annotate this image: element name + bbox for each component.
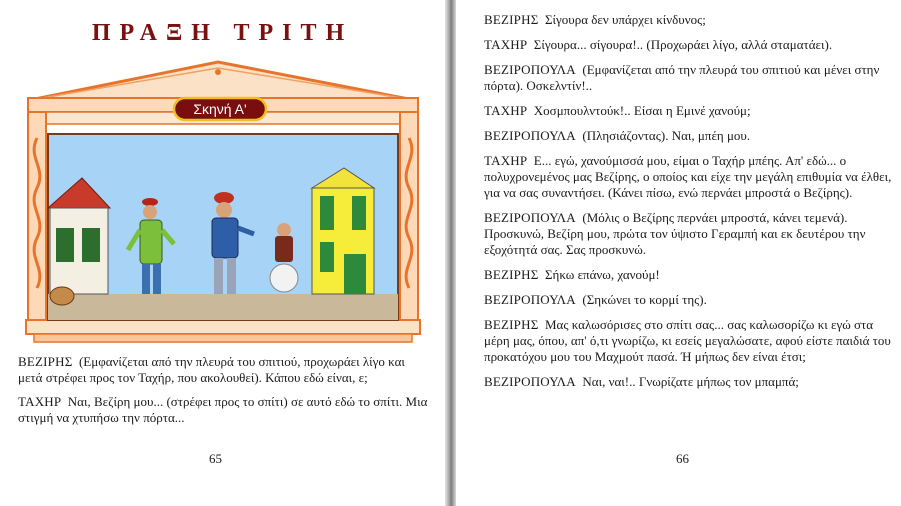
speaker-name: ΒΕΖΙΡΗΣ <box>484 317 539 332</box>
scene-label: Σκηνή Α' <box>193 101 247 117</box>
dialogue-line <box>484 374 892 390</box>
speaker-name: ΒΕΖΙΡΟΠΟΥΛΑ <box>484 128 576 143</box>
dialogue-line <box>484 128 892 144</box>
dialogue-text: (Εμφανίζεται από την πλευρά του σπιτιού, προχωράει λίγο και μετά στρέφει προς τον Ταχήρ, που ακολουθεί). Κάπου εδώ είναι, ε; <box>18 354 405 385</box>
dialogue-text: Σήκω επάνω, χανούμ! <box>544 267 660 282</box>
dialogue-line <box>484 37 892 53</box>
dialogue-line <box>484 292 892 308</box>
speaker-name: ΤΑΧΗΡ <box>484 103 528 118</box>
dialogue-text: Ε... εγώ, χανούμισσά μου, είμαι ο Ταχήρ μπέης. Απ' εδώ... ο πολυχρονεμένος μας Βεζίρης, ο οποίος και είχε την μεγάλη επιθυμία να έλθει, για να σας συναντήσει. (Κάνει πίσω, ενώ περνάει μπροστά ο Βεζίρης). <box>484 153 892 200</box>
dialogue-line <box>18 354 430 386</box>
dialogue-line <box>484 103 892 119</box>
page-number-left: 65 <box>209 451 222 466</box>
dialogue-text: Ναι, ναι!.. Γνωρίζατε μήπως τον μπαμπά; <box>582 374 799 389</box>
right-page <box>456 0 901 506</box>
speaker-name: ΒΕΖΙΡΟΠΟΥΛΑ <box>484 374 576 389</box>
dialogue-line <box>18 394 430 426</box>
dialogue-text: Ναι, Βεζίρη μου... (στρέφει προς το σπίτι) σε αυτό εδώ το σπίτι. Μια στιγμή να χτυπήσω την πόρτα... <box>18 394 428 425</box>
speaker-name: ΤΑΧΗΡ <box>484 153 528 168</box>
dialogue-text: Χοσμπουλντούκ!.. Είσαι η Εμινέ χανούμ; <box>533 103 751 118</box>
karagiozis-theater-illustration <box>22 58 422 350</box>
dialogue-text: (Μόλις ο Βεζίρης περνάει μπροστά, κάνει τεμενά). Προσκυνώ, Βεζίρη μου, πρώτα τον ύψιστο Γεραμπή και εκ δευτέρου την εξοχότητά σας. Σας προσκυνώ. <box>484 210 866 257</box>
dialogue-text: (Σηκώνει το κορμί της). <box>582 292 707 307</box>
speaker-name: ΒΕΖΙΡΟΠΟΥΛΑ <box>484 210 576 225</box>
dialogue-line <box>484 12 892 28</box>
speaker-name: ΒΕΖΙΡΗΣ <box>484 12 539 27</box>
right-dialogue <box>484 12 892 399</box>
speaker-name: ΒΕΖΙΡΟΠΟΥΛΑ <box>484 292 576 307</box>
act-title: ΠΡΑΞΗ ΤΡΙΤΗ <box>91 20 354 46</box>
left-dialogue <box>18 354 430 434</box>
book-gutter <box>445 0 456 506</box>
left-page <box>0 0 445 506</box>
dialogue-line <box>484 153 892 201</box>
dialogue-text: (Πλησιάζοντας). Ναι, μπέη μου. <box>582 128 751 143</box>
speaker-name: ΤΑΧΗΡ <box>18 394 62 409</box>
dialogue-line <box>484 267 892 283</box>
dialogue-text: Μας καλωσόρισες στο σπίτι σας... σας καλωσορίζω κι εγώ στα μέρη μας, όπου, απ' ό,τι γνωρίζω, κι εσείς μεγαλώσατε, αφού είστε παιδιά του προκατόχου μου του Μαχμούτ πασά. Ή μήπως δεν είναι έτσι; <box>484 317 891 364</box>
dialogue-line <box>484 62 892 94</box>
dialogue-line <box>484 210 892 258</box>
page-number-right: 66 <box>676 451 689 466</box>
dialogue-text: Σίγουρα... σίγουρα!.. (Προχωράει λίγο, αλλά σταματάει). <box>533 37 833 52</box>
speaker-name: ΒΕΖΙΡΟΠΟΥΛΑ <box>484 62 576 77</box>
dialogue-text: (Εμφανίζεται από την πλευρά του σπιτιού και μένει στην πόρτα). Οσκελντίν!.. <box>484 62 880 93</box>
speaker-name: ΒΕΖΙΡΗΣ <box>18 354 73 369</box>
dialogue-text: Σίγουρα δεν υπάρχει κίνδυνος; <box>544 12 706 27</box>
dialogue-line <box>484 317 892 365</box>
speaker-name: ΒΕΖΙΡΗΣ <box>484 267 539 282</box>
speaker-name: ΤΑΧΗΡ <box>484 37 528 52</box>
